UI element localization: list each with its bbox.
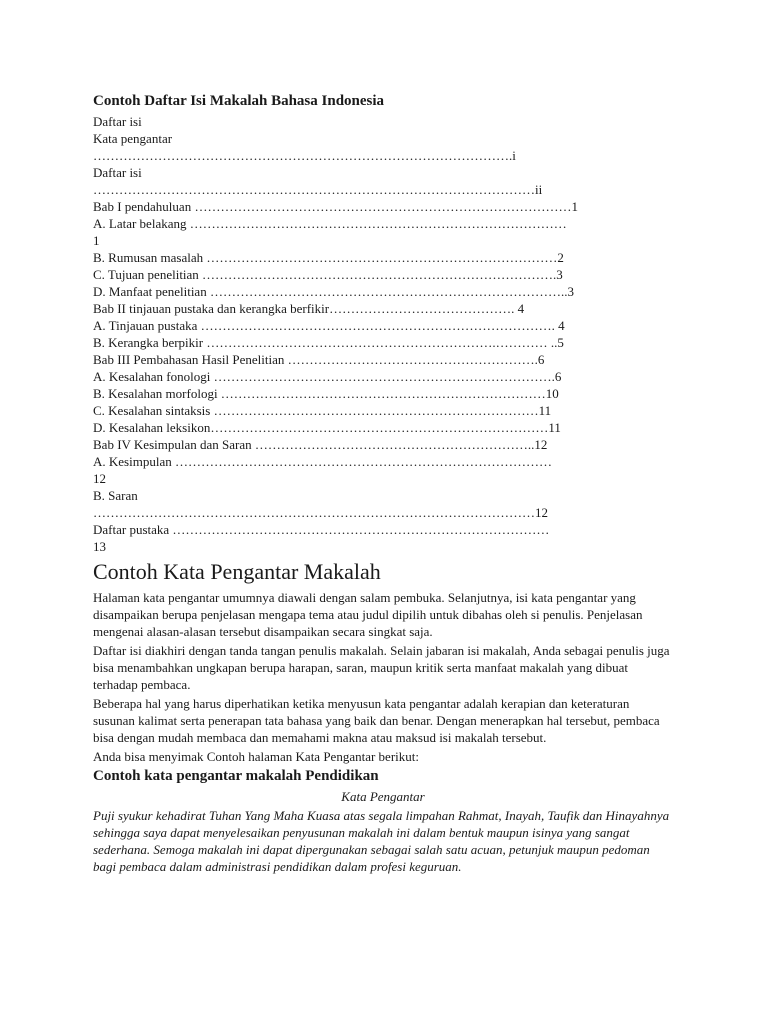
toc-line: D. Manfaat penelitian ………………………………………………………………………..3 [93, 284, 574, 299]
body-paragraph: Daftar isi diakhiri dengan tanda tangan penulis makalah. Selain jabaran isi makalah, Anda sebagai penulis juga bisa menambahkan ungkapan berupa harapan, saran, maupun kritik serta manfaat makalah yang dibuat terhadap pembaca. [93, 643, 670, 692]
document-page [93, 92, 673, 875]
toc-line: 12 [93, 471, 106, 486]
toc-list [93, 113, 673, 555]
toc-line: …………………………………………………………………………………………12 [93, 505, 548, 520]
example-title: Kata Pengantar [341, 789, 425, 804]
toc-line: Kata pengantar [93, 131, 173, 146]
toc-line: 13 [93, 539, 106, 554]
toc-line: C. Kesalahan sintaksis …………………………………………………………………11 [93, 403, 552, 418]
toc-line: Bab II tinjauan pustaka dan kerangka berfikir……………………………………. 4 [93, 301, 525, 316]
example-heading: Contoh kata pengantar makalah Pendidikan [93, 768, 379, 784]
toc-line: D. Kesalahan leksikon……………………………………………………………………11 [93, 420, 561, 435]
toc-line: …………………………………………………………………………………………ii [93, 182, 543, 197]
toc-line: Daftar isi [93, 165, 142, 180]
toc-line: B. Rumusan masalah ………………………………………………………………………2 [93, 250, 564, 265]
toc-line: B. Saran [93, 488, 138, 503]
toc-line: C. Tujuan penelitian ……………………………………………………………………….3 [93, 267, 563, 282]
example-paragraph: Puji syukur kehadirat Tuhan Yang Maha Kuasa atas segala limpahan Rahmat, Inayah, Taufik dan Hinayahnya sehingga saya dapat menyelesaikan penyusunan makalah ini dalam bentuk maupun isinya yang sangat sederhana. Semoga makalah ini dapat dipergunakan sebagai salah satu acuan, petunjuk maupun pedoman bagi pembaca dalam administrasi pendidikan dalam profesi keguruan. [93, 808, 670, 874]
toc-line: Bab IV Kesimpulan dan Saran ………………………………………………………..12 [93, 437, 548, 452]
toc-line: Daftar isi [93, 114, 142, 129]
toc-line: 1 [93, 233, 100, 248]
body-paragraph: Anda bisa menyimak Contoh halaman Kata Pengantar berikut: [93, 749, 419, 764]
toc-line: A. Kesimpulan …………………………………………………………………………… [93, 454, 552, 469]
body-paragraph: Beberapa hal yang harus diperhatikan ketika menyusun kata pengantar adalah kerapian dan keteraturan susunan kalimat serta penerapan tata bahasa yang baik dan benar. Dengan menerapkan hal tersebut, pembaca bisa dengan mudah membaca dan memahami makna atau maksud isi makalah tersebut. [93, 696, 660, 745]
toc-heading: Contoh Daftar Isi Makalah Bahasa Indonesia [93, 93, 385, 109]
kata-pengantar-heading: Contoh Kata Pengantar Makalah [93, 559, 381, 584]
toc-line: Bab III Pembahasan Hasil Penelitian ………………………………………………….6 [93, 352, 545, 367]
body-paragraph: Halaman kata pengantar umumnya diawali dengan salam pembuka. Selanjutnya, isi kata pengantar yang disampaikan berupa penjelasan mengapa tema atau judul dipilih untuk dibahas oleh si penulis. Penjelasan mengenai alasan-alasan tersebut disampaikan secara singkat saja. [93, 590, 643, 639]
toc-line: …………………………………………………………………………………….i [93, 148, 516, 163]
toc-line: Daftar pustaka …………………………………………………………………………… [93, 522, 550, 537]
toc-line: A. Tinjauan pustaka ………………………………………………………………………. 4 [93, 318, 565, 333]
toc-line: A. Latar belakang …………………………………………………………………………… [93, 216, 567, 231]
toc-line: Bab I pendahuluan ……………………………………………………………………………1 [93, 199, 578, 214]
toc-line: B. Kesalahan morfologi …………………………………………………………………10 [93, 386, 559, 401]
toc-line: B. Kerangka berpikir ………………………………………………………….………… ..5 [93, 335, 564, 350]
toc-line: A. Kesalahan fonologi …………………………………………………………………….6 [93, 369, 562, 384]
